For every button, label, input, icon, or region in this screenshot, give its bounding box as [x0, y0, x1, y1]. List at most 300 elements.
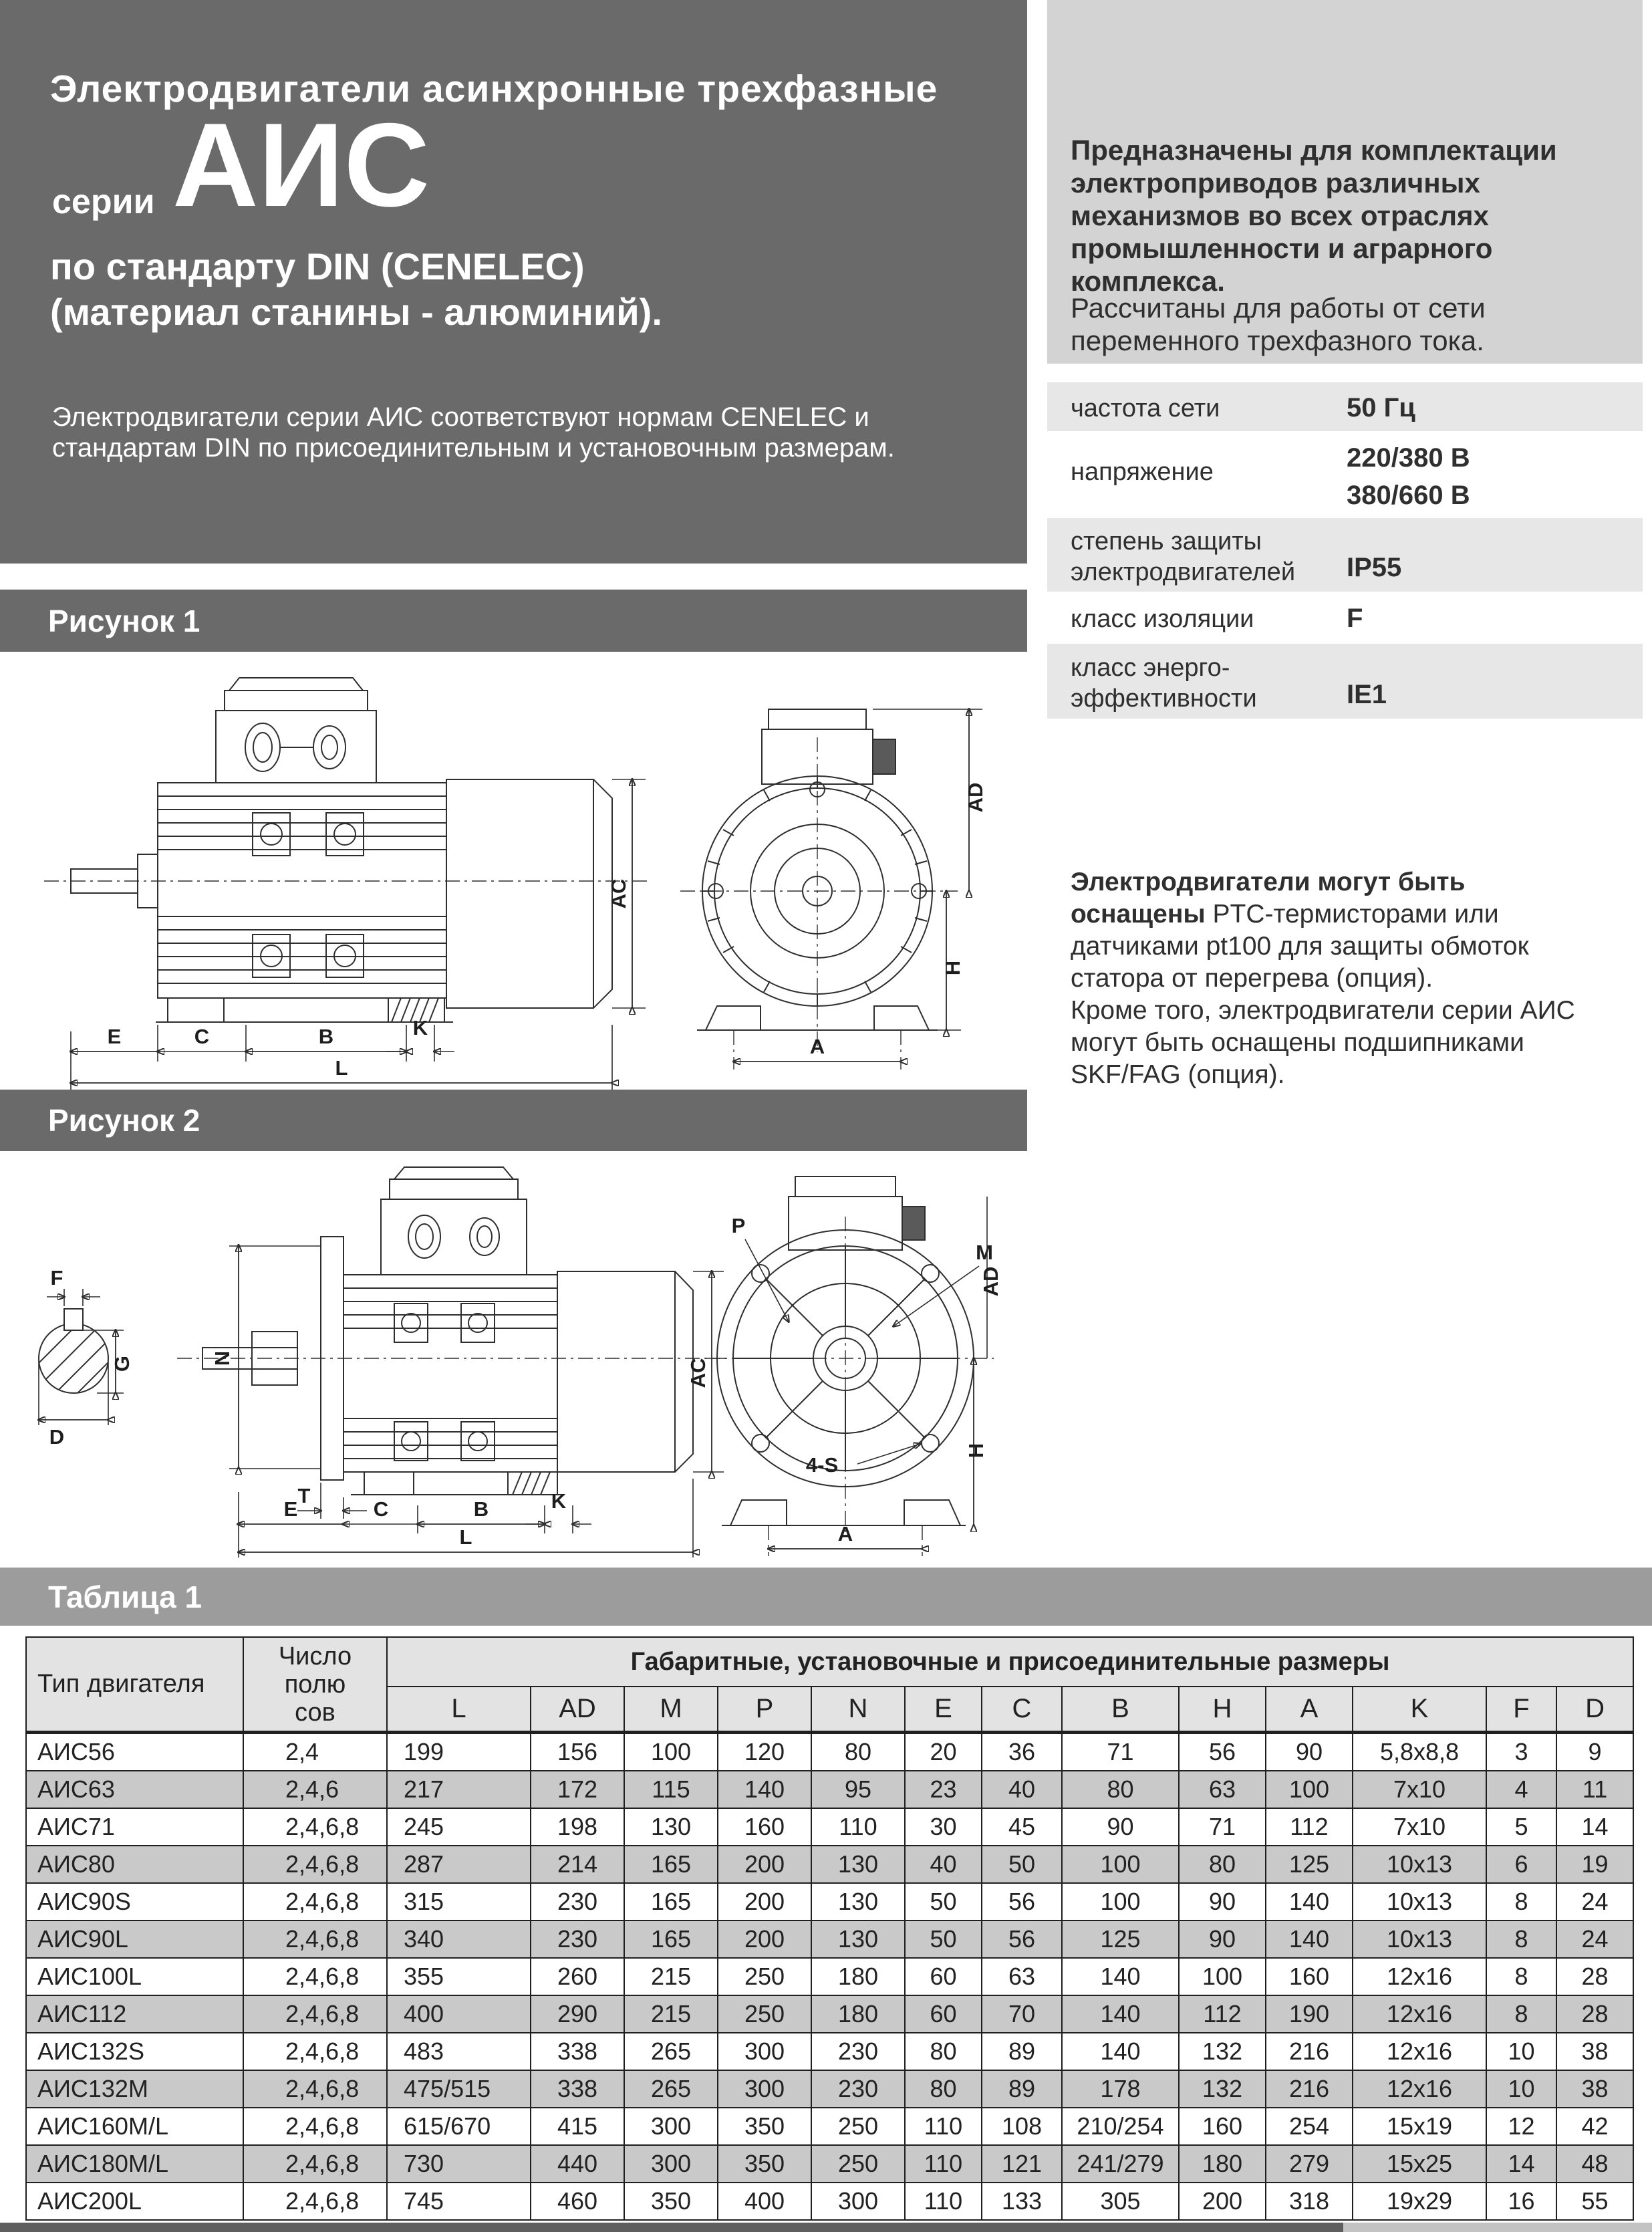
dim-value-cell: 7x10 [1353, 1771, 1486, 1808]
dim-value-cell: 140 [1062, 1995, 1179, 2033]
dim-value-cell: 24 [1556, 1883, 1633, 1920]
network-paragraph [1071, 291, 1486, 357]
intro-line: стандартам DIN по присоединительным и установочным размерам. [52, 433, 895, 463]
dim-value-cell: 121 [982, 2145, 1062, 2183]
fig2-dim-G: G [110, 1355, 134, 1372]
dim-value-cell: 338 [531, 2033, 624, 2070]
fig1-dim-L: L [335, 1056, 348, 1080]
dim-value-cell: 60 [905, 1995, 982, 2033]
options-line: SKF/FAG (опция). [1071, 1060, 1285, 1089]
dim-value-cell: 4 [1486, 1771, 1556, 1808]
dim-value-cell: 12 [1486, 2108, 1556, 2145]
purpose-line: Предназначены для комплектации [1071, 134, 1557, 166]
dim-value-cell: 440 [531, 2145, 624, 2183]
dim-value-cell: 140 [718, 1771, 811, 1808]
fig2-dim-B: B [473, 1497, 489, 1521]
dim-value-cell: 95 [811, 1771, 905, 1808]
spec-label [1071, 652, 1257, 714]
fig1-dim-H: H [941, 960, 964, 976]
options-bold: Электродвигатели могут быть [1071, 868, 1466, 896]
dim-value-cell: 10 [1486, 2033, 1556, 2070]
dim-value-cell: 340 [387, 1920, 531, 1958]
dim-value-cell: 200 [718, 1920, 811, 1958]
table-row [26, 2033, 1633, 2070]
motor-type-cell: АИС100L [26, 1958, 243, 1995]
dim-value-cell: 10x13 [1353, 1846, 1486, 1883]
col-header-motor-type: Тип двигателя [26, 1637, 243, 1733]
dim-value-cell: 100 [1062, 1883, 1179, 1920]
dim-col-header: A [1266, 1687, 1353, 1733]
dim-value-cell: 230 [531, 1920, 624, 1958]
dim-value-cell: 38 [1556, 2033, 1633, 2070]
dim-col-header: D [1556, 1687, 1633, 1733]
network-line: переменного трехфазного тока. [1071, 325, 1484, 356]
fig2-dim-P: P [731, 1214, 746, 1237]
col-header-poles-line: сов [295, 1698, 335, 1727]
dim-value-cell: 130 [811, 1920, 905, 1958]
fig2-shaft-section [23, 1266, 134, 1449]
dim-value-cell: 38 [1556, 2070, 1633, 2108]
dim-value-cell: 132 [1179, 2033, 1266, 2070]
poles-cell: 2,4,6,8 [243, 1958, 387, 1995]
dim-value-cell: 12x16 [1353, 1995, 1486, 2033]
dim-value-cell: 475/515 [387, 2070, 531, 2108]
dim-col-header: K [1353, 1687, 1486, 1733]
dim-value-cell: 156 [531, 1733, 624, 1771]
dim-value-cell: 6 [1486, 1846, 1556, 1883]
fig2-front-view [705, 1176, 994, 1532]
dim-value-cell: 215 [624, 1958, 718, 1995]
dim-value-cell: 23 [905, 1771, 982, 1808]
dim-value-cell: 265 [624, 2070, 718, 2108]
motor-type-cell: АИС63 [26, 1771, 243, 1808]
spec-label: класс изоляции [1071, 605, 1254, 633]
dim-value-cell: 241/279 [1062, 2145, 1179, 2183]
dim-col-header: M [624, 1687, 718, 1733]
dim-value-cell: 56 [982, 1920, 1062, 1958]
dim-value-cell: 260 [531, 1958, 624, 1995]
dim-value-cell: 20 [905, 1733, 982, 1771]
fig1-front-view [680, 709, 958, 1051]
dim-value-cell: 15x25 [1353, 2145, 1486, 2183]
dim-col-header: C [982, 1687, 1062, 1733]
fig2-side-dimensions [211, 1245, 724, 1558]
dim-value-cell: 172 [531, 1771, 624, 1808]
dim-col-header: F [1486, 1687, 1556, 1733]
spec-row-protection [1047, 518, 1643, 592]
dim-value-cell: 50 [905, 1883, 982, 1920]
fig1-dim-C: C [194, 1025, 210, 1048]
dim-col-header: H [1179, 1687, 1266, 1733]
dim-value-cell: 71 [1179, 1808, 1266, 1846]
poles-cell: 2,4,6,8 [243, 2033, 387, 2070]
dim-value-cell: 250 [718, 1995, 811, 2033]
dim-value-cell: 7x10 [1353, 1808, 1486, 1846]
dim-value-cell: 50 [905, 1920, 982, 1958]
dim-value-cell: 400 [718, 2183, 811, 2220]
fig2-dim-T: T [297, 1484, 311, 1507]
fig2-dim-E: E [283, 1497, 298, 1521]
spec-value-line: 380/660 В [1347, 481, 1470, 510]
dim-value-cell: 110 [905, 2108, 982, 2145]
poles-cell: 2,4,6,8 [243, 2145, 387, 2183]
series-name: АИС [172, 98, 430, 231]
fig2-dim-AD: AD [979, 1266, 1002, 1297]
dim-col-header: AD [531, 1687, 624, 1733]
dim-value-cell: 80 [1179, 1846, 1266, 1883]
dim-value-cell: 215 [624, 1995, 718, 2033]
dim-value-cell: 8 [1486, 1958, 1556, 1995]
dim-value-cell: 254 [1266, 2108, 1353, 2145]
dim-value-cell: 180 [811, 1958, 905, 1995]
dim-value-cell: 350 [718, 2145, 811, 2183]
dim-value-cell: 250 [811, 2145, 905, 2183]
table-row [26, 1808, 1633, 1846]
dim-value-cell: 338 [531, 2070, 624, 2108]
dim-value-cell: 110 [905, 2145, 982, 2183]
motor-type-cell: АИС90L [26, 1920, 243, 1958]
dim-value-cell: 305 [1062, 2183, 1179, 2220]
table-row [26, 2183, 1633, 2220]
spec-value: 50 Гц [1347, 393, 1415, 422]
options-line: статора от перегрева (опция). [1071, 964, 1433, 993]
dim-value-cell: 216 [1266, 2070, 1353, 2108]
fig2-dim-4S: 4-S [805, 1453, 839, 1477]
fig2-dim-M: M [976, 1241, 993, 1264]
dim-value-cell: 140 [1266, 1920, 1353, 1958]
dim-value-cell: 8 [1486, 1995, 1556, 2033]
dim-value-cell: 160 [1179, 2108, 1266, 2145]
dim-value-cell: 14 [1486, 2145, 1556, 2183]
standard-line-1: по стандарту DIN (CENELEC) [50, 245, 585, 287]
dim-value-cell: 70 [982, 1995, 1062, 2033]
dim-value-cell: 89 [982, 2033, 1062, 2070]
dim-value-cell: 180 [1179, 2145, 1266, 2183]
purpose-line: промышленности и аграрного [1071, 233, 1493, 264]
spec-value: IP55 [1347, 553, 1402, 582]
dim-value-cell: 36 [982, 1733, 1062, 1771]
dim-value-cell: 24 [1556, 1920, 1633, 1958]
dim-value-cell: 55 [1556, 2183, 1633, 2220]
dim-value-cell: 115 [624, 1771, 718, 1808]
dim-value-cell: 42 [1556, 2108, 1633, 2145]
dim-value-cell: 80 [1062, 1771, 1179, 1808]
spec-value-line: 220/380 В [1347, 443, 1470, 473]
fig2-dim-L: L [459, 1525, 472, 1549]
dim-value-cell: 90 [1062, 1808, 1179, 1846]
dim-value-cell: 230 [531, 1883, 624, 1920]
spec-value: F [1347, 604, 1363, 633]
motor-type-cell: АИС56 [26, 1733, 243, 1771]
fig1-dim-AC: AC [607, 878, 630, 909]
motor-type-cell: АИС71 [26, 1808, 243, 1846]
figure1-band [0, 590, 1027, 652]
dim-value-cell: 300 [624, 2108, 718, 2145]
dim-value-cell: 165 [624, 1883, 718, 1920]
dim-value-cell: 8 [1486, 1883, 1556, 1920]
dim-value-cell: 56 [1179, 1733, 1266, 1771]
dim-value-cell: 140 [1062, 2033, 1179, 2070]
dim-value-cell: 200 [718, 1883, 811, 1920]
fig2-dim-N: N [211, 1350, 234, 1366]
poles-cell: 2,4,6,8 [243, 1920, 387, 1958]
dim-value-cell: 16 [1486, 2183, 1556, 2220]
dim-value-cell: 318 [1266, 2183, 1353, 2220]
motor-type-cell: АИС132M [26, 2070, 243, 2108]
dim-value-cell: 60 [905, 1958, 982, 1995]
dim-value-cell: 190 [1266, 1995, 1353, 2033]
fig1-dim-A: A [809, 1035, 825, 1058]
dim-value-cell: 415 [531, 2108, 624, 2145]
motor-type-cell: АИС80 [26, 1846, 243, 1883]
network-line: Рассчитаны для работы от сети [1071, 292, 1486, 324]
dim-value-cell: 89 [982, 2070, 1062, 2108]
options-line: Кроме того, электродвигатели серии АИС [1071, 996, 1575, 1025]
dim-value-cell: 48 [1556, 2145, 1633, 2183]
dim-value-cell: 5,8x8,8 [1353, 1733, 1486, 1771]
dim-value-cell: 279 [1266, 2145, 1353, 2183]
dim-value-cell: 100 [1062, 1846, 1179, 1883]
dim-value-cell: 483 [387, 2033, 531, 2070]
poles-cell: 2,4 [243, 1733, 387, 1771]
dim-value-cell: 230 [811, 2070, 905, 2108]
dim-value-cell: 230 [811, 2033, 905, 2070]
dim-value-cell: 40 [905, 1846, 982, 1883]
footer-bar-light [1343, 2223, 1652, 2232]
dim-value-cell: 56 [982, 1883, 1062, 1920]
dim-col-header: L [387, 1687, 531, 1733]
spec-row-voltage [1047, 431, 1643, 518]
fig1-dim-AD: AD [964, 782, 987, 813]
dim-value-cell: 45 [982, 1808, 1062, 1846]
purpose-paragraph [1071, 134, 1557, 297]
dim-value-cell: 180 [811, 1995, 905, 2033]
footer-bar-dark [0, 2223, 1343, 2232]
dim-value-cell: 12x16 [1353, 1958, 1486, 1995]
table-row [26, 1733, 1633, 1771]
dim-value-cell: 210/254 [1062, 2108, 1179, 2145]
dim-value-cell: 100 [1266, 1771, 1353, 1808]
figure2-drawing [17, 1158, 1002, 1559]
spec-value [1347, 439, 1470, 514]
spec-row-efficiency [1047, 644, 1643, 719]
dim-value-cell: 350 [624, 2183, 718, 2220]
motor-type-cell: АИС200L [26, 2183, 243, 2220]
dim-col-header: P [718, 1687, 811, 1733]
spec-row-frequency [1047, 382, 1643, 431]
dim-value-cell: 300 [718, 2033, 811, 2070]
spec-label-line: эффективности [1071, 685, 1257, 713]
table-header-row [26, 1637, 1633, 1687]
dim-col-header: N [811, 1687, 905, 1733]
dim-value-cell: 28 [1556, 1958, 1633, 1995]
intro-paragraph [52, 402, 895, 463]
options-line [1071, 866, 1645, 898]
purpose-line: электроприводов различных [1071, 167, 1480, 199]
fig2-dim-D: D [49, 1425, 65, 1449]
intro-line: Электродвигатели серии АИС соответствуют нормам CENELEC и [52, 402, 869, 432]
spec-label-line: класс энерго- [1071, 654, 1230, 682]
dimensions-table [25, 1636, 1634, 2221]
fig1-dim-E: E [107, 1025, 122, 1048]
table-row [26, 2108, 1633, 2145]
dim-value-cell: 615/670 [387, 2108, 531, 2145]
dim-value-cell: 110 [811, 1808, 905, 1846]
dim-value-cell: 165 [624, 1846, 718, 1883]
dim-value-cell: 10x13 [1353, 1920, 1486, 1958]
dim-value-cell: 300 [624, 2145, 718, 2183]
dim-value-cell: 199 [387, 1733, 531, 1771]
spec-label: напряжение [1071, 458, 1214, 486]
dim-value-cell: 350 [718, 2108, 811, 2145]
purpose-line: комплекса. [1071, 265, 1225, 297]
dim-value-cell: 730 [387, 2145, 531, 2183]
page-title: Электродвигатели асинхронные трехфазные [50, 68, 938, 110]
purpose-panel [1047, 0, 1643, 364]
fig1-dim-K: K [412, 1016, 428, 1039]
dim-value-cell: 100 [1179, 1958, 1266, 1995]
dim-value-cell: 132 [1179, 2070, 1266, 2108]
fig2-dim-F: F [50, 1266, 63, 1289]
dim-value-cell: 265 [624, 2033, 718, 2070]
dim-value-cell: 125 [1062, 1920, 1179, 1958]
spec-label-line: степень защиты [1071, 527, 1262, 555]
options-line [1071, 898, 1645, 931]
dim-value-cell: 108 [982, 2108, 1062, 2145]
fig2-dim-C: C [373, 1497, 389, 1521]
dim-value-cell: 100 [624, 1733, 718, 1771]
figure2-band [0, 1090, 1027, 1151]
poles-cell: 2,4,6,8 [243, 1846, 387, 1883]
dim-value-cell: 300 [811, 2183, 905, 2220]
dim-value-cell: 5 [1486, 1808, 1556, 1846]
figure1-drawing [25, 660, 1001, 1095]
standard-line-2: (материал станины - алюминий). [50, 291, 662, 333]
dim-value-cell: 250 [811, 2108, 905, 2145]
table-row [26, 1846, 1633, 1883]
dim-value-cell: 71 [1062, 1733, 1179, 1771]
dim-value-cell: 160 [718, 1808, 811, 1846]
dim-value-cell: 3 [1486, 1733, 1556, 1771]
dim-value-cell: 133 [982, 2183, 1062, 2220]
spec-label-line: электродвигателей [1071, 558, 1296, 586]
poles-cell: 2,4,6,8 [243, 1808, 387, 1846]
poles-cell: 2,4,6,8 [243, 1883, 387, 1920]
poles-cell: 2,4,6 [243, 1771, 387, 1808]
dim-value-cell: 140 [1062, 1958, 1179, 1995]
options-line: датчиками pt100 для защиты обмоток [1071, 932, 1529, 961]
dim-value-cell: 178 [1062, 2070, 1179, 2108]
dim-value-cell: 12x16 [1353, 2070, 1486, 2108]
dim-value-cell: 11 [1556, 1771, 1633, 1808]
dim-value-cell: 125 [1266, 1846, 1353, 1883]
dim-value-cell: 10x13 [1353, 1883, 1486, 1920]
poles-cell: 2,4,6,8 [243, 2070, 387, 2108]
dim-value-cell: 90 [1179, 1920, 1266, 1958]
motor-type-cell: АИС132S [26, 2033, 243, 2070]
dim-value-cell: 8 [1486, 1920, 1556, 1958]
dim-value-cell: 130 [624, 1808, 718, 1846]
fig2-dim-A: A [837, 1522, 853, 1545]
poles-cell: 2,4,6,8 [243, 2183, 387, 2220]
dim-value-cell: 130 [811, 1846, 905, 1883]
dim-value-cell: 19x29 [1353, 2183, 1486, 2220]
options-note [1071, 866, 1645, 1091]
col-header-poles [243, 1637, 387, 1733]
dim-value-cell: 140 [1266, 1883, 1353, 1920]
dim-value-cell: 355 [387, 1958, 531, 1995]
dim-value-cell: 90 [1179, 1883, 1266, 1920]
dim-value-cell: 9 [1556, 1733, 1633, 1771]
col-header-poles-line: Число [278, 1642, 352, 1670]
motor-type-cell: АИС160M/L [26, 2108, 243, 2145]
dim-value-cell: 160 [1266, 1958, 1353, 1995]
dim-value-cell: 120 [718, 1733, 811, 1771]
motor-type-cell: АИС90S [26, 1883, 243, 1920]
fig1-side-view [44, 678, 648, 1022]
dim-value-cell: 80 [811, 1733, 905, 1771]
table-band [0, 1568, 1652, 1626]
motor-type-cell: АИС112 [26, 1995, 243, 2033]
dim-value-cell: 300 [718, 2070, 811, 2108]
table-row [26, 2070, 1633, 2108]
col-header-group: Габаритные, установочные и присоединительные размеры [387, 1637, 1633, 1687]
dim-value-cell: 315 [387, 1883, 531, 1920]
spec-row-insulation [1047, 592, 1643, 644]
dim-value-cell: 200 [1179, 2183, 1266, 2220]
dim-col-header: B [1062, 1687, 1179, 1733]
dim-value-cell: 110 [905, 2183, 982, 2220]
col-header-poles-line: полю [284, 1670, 346, 1699]
dim-value-cell: 214 [531, 1846, 624, 1883]
figure2-caption: Рисунок 2 [48, 1103, 200, 1138]
dim-value-cell: 245 [387, 1808, 531, 1846]
dim-value-cell: 130 [811, 1883, 905, 1920]
dim-value-cell: 112 [1179, 1995, 1266, 2033]
figure1-caption: Рисунок 1 [48, 603, 200, 638]
table-row [26, 1958, 1633, 1995]
dim-value-cell: 80 [905, 2033, 982, 2070]
dim-value-cell: 287 [387, 1846, 531, 1883]
dim-value-cell: 250 [718, 1958, 811, 1995]
table-row [26, 2145, 1633, 2183]
spec-label: частота сети [1071, 394, 1220, 422]
dim-value-cell: 200 [718, 1846, 811, 1883]
dim-value-cell: 19 [1556, 1846, 1633, 1883]
options-text: PTC-термисторами или [1205, 900, 1499, 928]
dim-value-cell: 15x19 [1353, 2108, 1486, 2145]
dim-value-cell: 10 [1486, 2070, 1556, 2108]
dim-value-cell: 63 [1179, 1771, 1266, 1808]
fig2-dim-H: H [964, 1443, 988, 1459]
dim-value-cell: 112 [1266, 1808, 1353, 1846]
dim-value-cell: 460 [531, 2183, 624, 2220]
fig2-dim-K: K [551, 1489, 567, 1513]
dim-value-cell: 14 [1556, 1808, 1633, 1846]
purpose-line: механизмов во всех отраслях [1071, 200, 1489, 231]
dim-value-cell: 165 [624, 1920, 718, 1958]
table-row [26, 1771, 1633, 1808]
dim-value-cell: 90 [1266, 1733, 1353, 1771]
dim-value-cell: 30 [905, 1808, 982, 1846]
dim-value-cell: 80 [905, 2070, 982, 2108]
dim-value-cell: 28 [1556, 1995, 1633, 2033]
dim-value-cell: 63 [982, 1958, 1062, 1995]
dim-value-cell: 400 [387, 1995, 531, 2033]
dim-value-cell: 745 [387, 2183, 531, 2220]
options-line: могут быть оснащены подшипниками [1071, 1028, 1524, 1057]
fig2-dim-AC: AC [686, 1358, 710, 1388]
